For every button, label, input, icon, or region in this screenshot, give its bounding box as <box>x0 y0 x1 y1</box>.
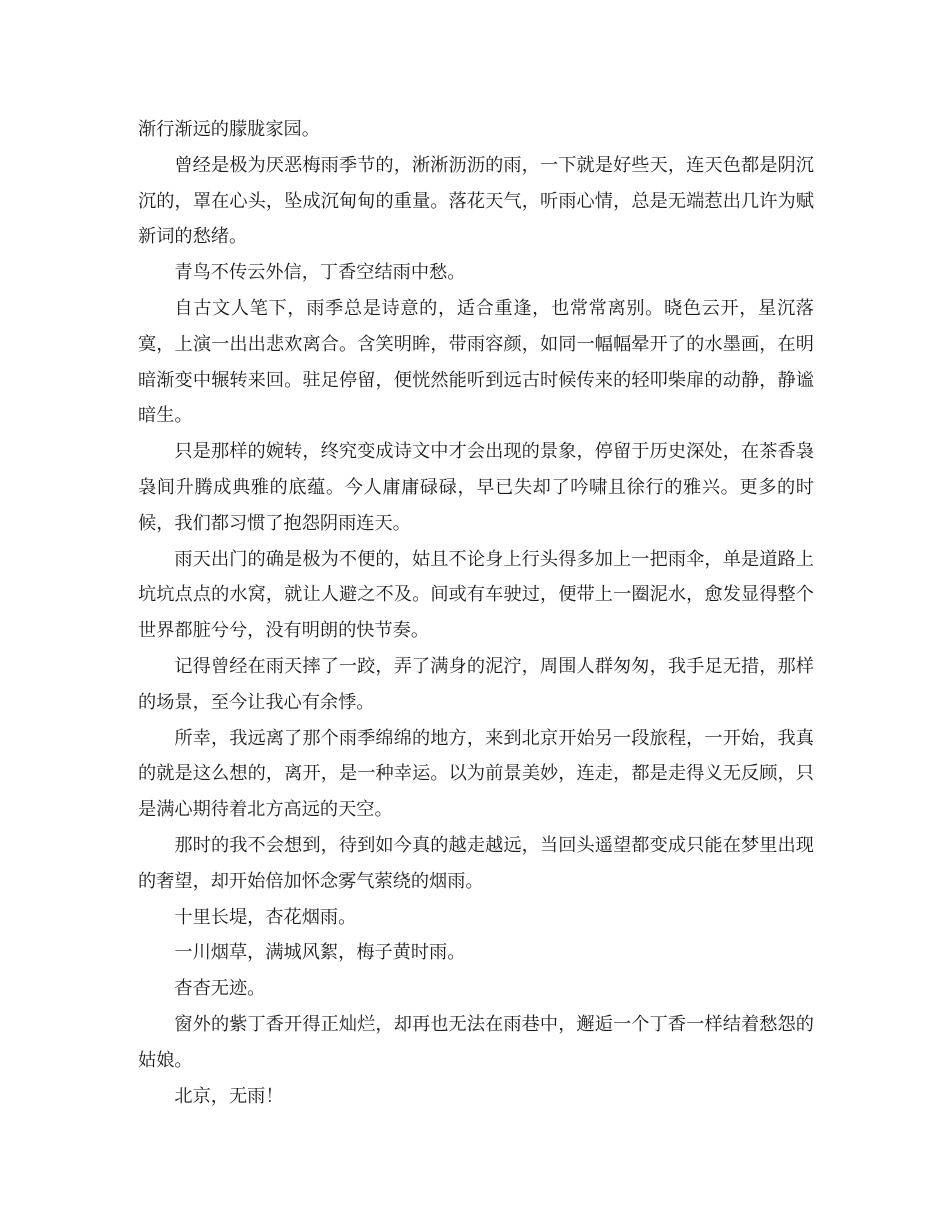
paragraph-9: 那时的我不会想到，待到如今真的越走越远，当回头遥望都变成只能在梦里出现的奢望，却开始倍加怀念雾气萦绕的烟雨。 <box>138 834 814 892</box>
paragraph-11: 一川烟草，满城风絮，梅子黄时雨。 <box>174 942 466 964</box>
paragraph-2: 曾经是极为厌恶梅雨季节的，淅淅沥沥的雨，一下就是好些天，连天色都是阴沉沉的，罩在心头，坠成沉甸甸的重量。落花天气，听雨心情，总是无端惹出几许为赋新词的愁绪。 <box>138 154 814 248</box>
paragraph-10: 十里长堤，杏花烟雨。 <box>174 906 357 928</box>
paragraph-13: 窗外的紫丁香开得正灿烂，却再也无法在雨巷中，邂逅一个丁香一样结着愁怨的姑娘。 <box>138 1013 814 1071</box>
paragraph-4: 自古文人笔下，雨季总是诗意的，适合重逢，也常常离别。晓色云开，星沉落寞，上演一出出悲欢离合。含笑明眸，带雨容颜，如同一幅幅晕开了的水墨画，在明暗渐变中辗转来回。驻足停留，便恍然能听到远古时候传来的轻叩柴扉的动静，静谧暗生。 <box>138 297 814 427</box>
paragraph-6: 雨天出门的确是极为不便的，姑且不论身上行头得多加上一把雨伞，单是道路上坑坑点点的水窝，就让人避之不及。间或有车驶过，便带上一圈泥水，愈发显得整个世界都脏兮兮，没有明朗的快节奏。 <box>138 548 814 642</box>
paragraph-7: 记得曾经在雨天摔了一跤，弄了满身的泥泞，周围人群匆匆，我手足无措，那样的场景，至今让我心有余悸。 <box>138 655 814 713</box>
article-body <box>138 112 814 1114</box>
paragraph-3: 青鸟不传云外信，丁香空结雨中愁。 <box>174 262 466 284</box>
paragraph-12: 杳杳无迹。 <box>174 978 266 1000</box>
paragraph-8: 所幸，我远离了那个雨季绵绵的地方，来到北京开始另一段旅程，一开始，我真的就是这么想的，离开，是一种幸运。以为前景美妙，连走，都是走得义无反顾，只是满心期待着北方高远的天空。 <box>138 727 814 821</box>
paragraph-5: 只是那样的婉转，终究变成诗文中才会出现的景象，停留于历史深处，在茶香袅袅间升腾成典雅的底蕴。今人庸庸碌碌，早已失却了吟啸且徐行的雅兴。更多的时候，我们都习惯了抱怨阴雨连天。 <box>138 441 814 534</box>
paragraph-14: 北京，无雨！ <box>174 1085 284 1107</box>
paragraph-1: 渐行渐远的朦胧家园。 <box>138 119 320 140</box>
